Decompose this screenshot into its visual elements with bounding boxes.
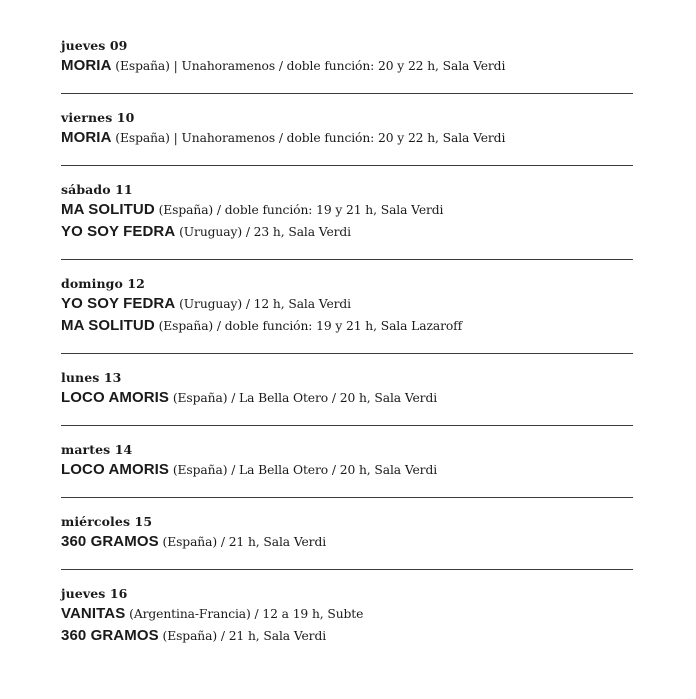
show-line (61, 55, 633, 77)
schedule-entry (61, 180, 633, 260)
day-heading: sábado 11 (61, 182, 133, 197)
day-heading: domingo 12 (61, 276, 145, 291)
show-title: MORIA (61, 129, 112, 146)
schedule-entry (61, 584, 633, 663)
show-detail: (España) | Unahoramenos / doble función: 20 y 22 h, Sala Verdi (111, 59, 506, 73)
schedule-entry (61, 36, 633, 94)
show-detail: (España) / doble función: 19 y 21 h, Sala Lazaroff (154, 319, 463, 333)
show-detail: (Uruguay) / 23 h, Sala Verdi (175, 225, 352, 239)
show-title: 360 GRAMOS (61, 533, 159, 550)
show-detail: (España) / 21 h, Sala Verdi (158, 629, 327, 643)
show-title: MORIA (61, 57, 112, 74)
show-detail: (Uruguay) / 12 h, Sala Verdi (175, 297, 352, 311)
show-title: 360 GRAMOS (61, 627, 159, 644)
show-title: VANITAS (61, 605, 126, 622)
show-title: MA SOLITUD (61, 317, 155, 334)
schedule-entry (61, 512, 633, 570)
show-title: LOCO AMORIS (61, 461, 170, 478)
day-heading: jueves 09 (61, 38, 128, 53)
show-detail: (España) / La Bella Otero / 20 h, Sala Verdi (169, 391, 438, 405)
day-heading: martes 14 (61, 442, 133, 457)
show-line (61, 459, 633, 481)
show-line (61, 625, 633, 647)
schedule-entry (61, 108, 633, 166)
schedule-entry (61, 368, 633, 426)
show-detail: (España) / La Bella Otero / 20 h, Sala Verdi (169, 463, 438, 477)
show-line (61, 199, 633, 221)
schedule-entry (61, 274, 633, 354)
show-line (61, 603, 633, 625)
show-line (61, 387, 633, 409)
schedule-list (61, 36, 633, 677)
show-detail: (Argentina-Francia) / 12 a 19 h, Subte (125, 607, 364, 621)
show-title: YO SOY FEDRA (61, 223, 176, 240)
show-line (61, 221, 633, 243)
show-title: YO SOY FEDRA (61, 295, 176, 312)
schedule-entry (61, 440, 633, 498)
show-title: LOCO AMORIS (61, 389, 170, 406)
show-line (61, 531, 633, 553)
day-heading: viernes 10 (61, 110, 135, 125)
show-detail: (España) / doble función: 19 y 21 h, Sala Verdi (154, 203, 444, 217)
day-heading: jueves 16 (61, 586, 128, 601)
show-detail: (España) | Unahoramenos / doble función: 20 y 22 h, Sala Verdi (111, 131, 506, 145)
day-heading: lunes 13 (61, 370, 122, 385)
show-line (61, 127, 633, 149)
show-line (61, 315, 633, 337)
show-line (61, 293, 633, 315)
day-heading: miércoles 15 (61, 514, 153, 529)
show-detail: (España) / 21 h, Sala Verdi (158, 535, 327, 549)
show-title: MA SOLITUD (61, 201, 155, 218)
